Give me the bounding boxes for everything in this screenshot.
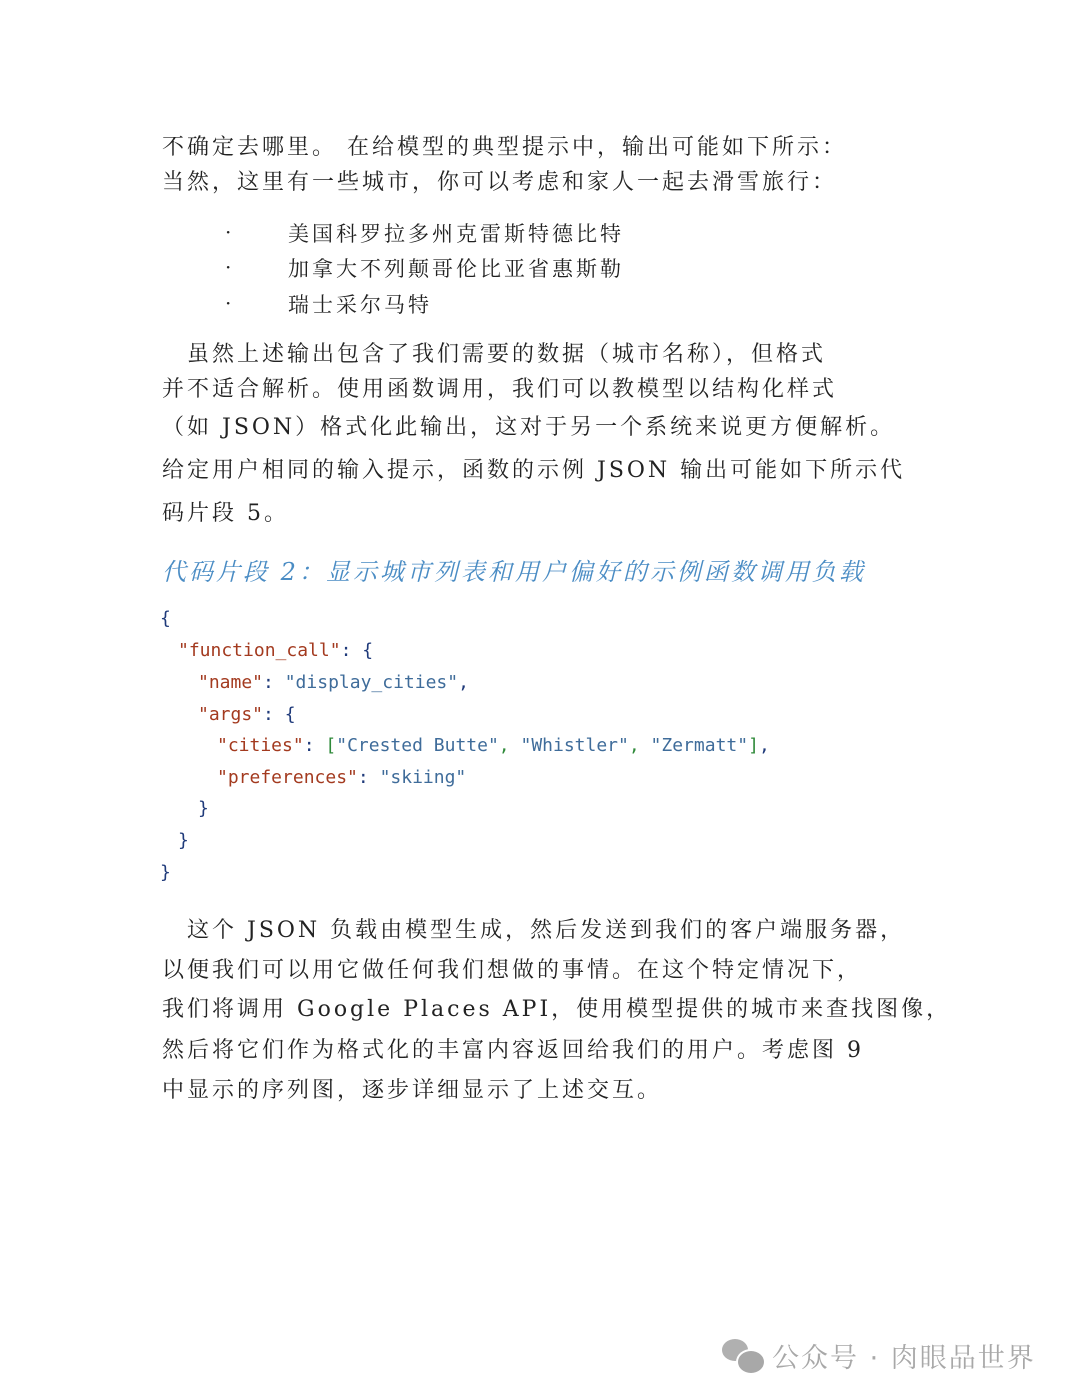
brace: }	[198, 798, 209, 819]
code-key: "cities"	[217, 735, 304, 756]
comma: ,	[628, 735, 640, 756]
comma: ,	[498, 735, 510, 756]
text-line: （如 JSON）格式化此输出，这对于另一个系统来说更方便解析。	[162, 415, 896, 440]
comma: ,	[758, 735, 770, 756]
text-line: 当然，这里有一些城市，你可以考虑和家人一起去滑雪旅行：	[162, 170, 838, 195]
list-item: 瑞士采尔马特	[288, 293, 432, 317]
text-line: 码片段 5。	[162, 501, 289, 526]
text-line: 这个 JSON 负载由模型生成，然后发送到我们的客户端服务器，	[162, 918, 906, 943]
code-caption: 代码片段 2：显示城市列表和用户偏好的示例函数调用负载	[162, 558, 866, 586]
code-key: "name"	[198, 672, 264, 693]
watermark	[722, 1336, 1036, 1375]
colon: :	[263, 704, 285, 725]
text-line: 并不适合解析。使用函数调用，我们可以教模型以结构化样式	[162, 377, 838, 402]
text-line: 然后将它们作为格式化的丰富内容返回给我们的用户。考虑图 9	[162, 1038, 864, 1063]
comma: ,	[458, 672, 469, 693]
list-item: 美国科罗拉多州克雷斯特德比特	[288, 222, 624, 246]
text-line: 以便我们可以用它做任何我们想做的事情。在这个特定情况下，	[162, 958, 863, 983]
colon: :	[303, 735, 326, 756]
bracket: ]	[748, 735, 759, 756]
bullet-marker: ·	[225, 255, 232, 279]
code-value: "Whistler"	[520, 735, 629, 756]
brace: {	[284, 704, 296, 725]
wechat-icon	[722, 1339, 764, 1373]
code-key: "args"	[198, 704, 264, 725]
watermark-text: 公众号 · 肉眼品世界	[772, 1343, 1036, 1374]
brace: }	[160, 862, 171, 883]
code-value: "skiing"	[379, 767, 467, 788]
text-line: 我们将调用 Google Places API，使用模型提供的城市来查找图像，	[162, 997, 952, 1022]
text-line: 给定用户相同的输入提示，函数的示例 JSON 输出可能如下所示代	[162, 458, 906, 483]
bullet-marker: ·	[225, 291, 232, 315]
colon: :	[357, 767, 380, 788]
text-line: 虽然上述输出包含了我们需要的数据（城市名称），但格式	[162, 342, 827, 367]
bracket: [	[325, 735, 337, 756]
code-key: "function_call"	[178, 640, 341, 661]
brace: {	[362, 640, 374, 661]
bullet-marker: ·	[225, 220, 232, 244]
text-line: 不确定去哪里。 在给模型的典型提示中，输出可能如下所示：	[162, 135, 847, 160]
text-line: 中显示的序列图，逐步详细显示了上述交互。	[162, 1078, 663, 1103]
list-item: 加拿大不列颠哥伦比亚省惠斯勒	[288, 257, 624, 281]
colon: :	[263, 672, 285, 693]
brace: {	[160, 608, 171, 629]
code-value: "display_cities"	[284, 672, 459, 693]
code-key: "preferences"	[217, 767, 358, 788]
code-value: "Zermatt"	[650, 735, 749, 756]
colon: :	[340, 640, 363, 661]
brace: }	[178, 830, 189, 851]
code-value: "Crested Butte"	[336, 735, 499, 756]
